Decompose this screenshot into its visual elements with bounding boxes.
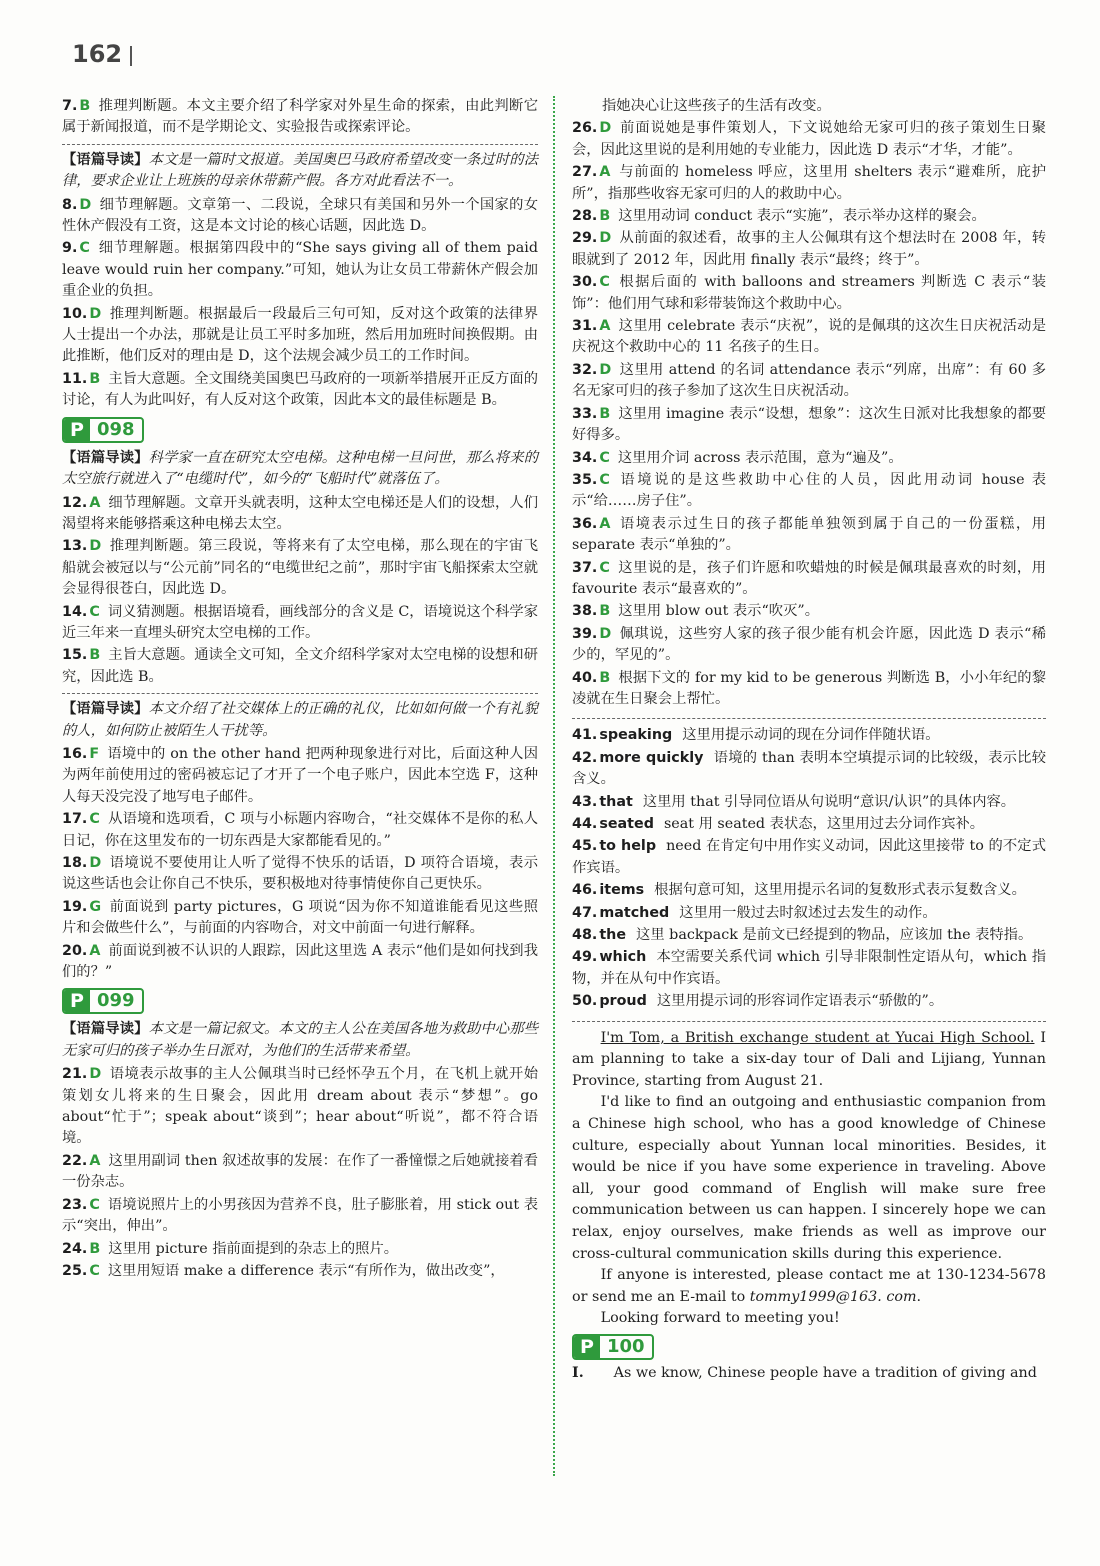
- answer-item-11: 11. B 主旨大意题。全文围绕美国奥巴马政府的一项新举措展开正反方面的讨论，有人为此叫好，有人反对这个政策，因此本文的最佳标题是 B。: [62, 370, 538, 409]
- section-I-start: I. As we know, Chinese people have a tradition of giving and: [572, 1364, 1037, 1381]
- answer-item-16: 16. F 语境中的 on the other hand 把两种现象进行对比，后面这种人因为两年前使用过的密码被忘记了才开了一个电子账户，因此本空选 F，这种人每天没完没了地写电子邮件。: [62, 745, 538, 805]
- answer-item-7: 7. B 推理判断题。本文主要介绍了科学家对外星生命的探索，由此判断它属于新闻报道，而不是学期论文、实验报告或探索评论。: [62, 98, 538, 136]
- answer-item-13: 13. D 推理判断题。第三段说，等将来有了太空电梯，那么现在的宇宙飞船就会被冠以与“公元前”同名的“电缆世纪之前”，那时宇宙飞船探索太空就会显得很苍白，因此选 D。: [62, 538, 538, 598]
- answer-item-39: 39. D 佩琪说，这些穷人家的孩子很少能有机会许愿，因此选 D 表示“稀少的，罕见的”。: [572, 625, 1046, 664]
- reading-guide: 【语篇导读】本文是一篇时文报道。美国奥巴马政府希望改变一条过时的法律，要求企业让上班族的母亲休带薪产假。各方对此看法不一。: [62, 144, 538, 193]
- model-essay: [572, 1028, 1046, 1330]
- answer-item-38: 38. B 这里用 blow out 表示“吹灭”。: [572, 603, 819, 620]
- answer-item-19: 19. G 前面说到 party pictures，G 项说“因为你不知道谁能看见这些照片和会做些什么”，与前面的内容吻合，对文中前面一句进行解释。: [62, 898, 538, 937]
- reading-guide: 【语篇导读】本文介绍了社交媒体上的正确的礼仪，比如如何做一个有礼貌的人，如何防止被陌生人干扰等。: [62, 693, 538, 742]
- answer-item-31: 31. A 这里用 celebrate 表示“庆祝”，说的是佩琪的这次生日庆祝活动是庆祝这个救助中心的 11 名孩子的生日。: [572, 318, 1046, 356]
- answer-item-14: 14. C 词义猜测题。根据语境看，画线部分的含义是 C，语境说这个科学家近三年来一直埋头研究太空电梯的工作。: [62, 603, 538, 641]
- page-badge-100: P 100: [572, 1334, 654, 1360]
- answer-item-37: 37. C 这里说的是，孩子们许愿和吹蜡烛的时候是佩琪最喜欢的时刻，用 favourite 表示“最喜欢的”。: [572, 559, 1046, 597]
- answer-item-9: 9. C 细节理解题。根据第四段中的“She says giving all of them paid leave would ruin her company.”可知，她认为让女员工带薪休产假会加重企业的负担。: [62, 240, 538, 300]
- section-divider: [572, 718, 1046, 719]
- answer-item-49: 49. which 本空需要关系代词 which 引导非限制性定语从句，which 指物，并在从句中作宾语。: [572, 949, 1046, 987]
- email-address: tommy1999@163. com: [749, 1288, 917, 1305]
- answer-item-12: 12. A 细节理解题。文章开头就表明，这种太空电梯还是人们的设想，人们渴望将来能够搭乘这种电梯去太空。: [62, 494, 538, 532]
- answer-item-41: 41. speaking 这里用提示动词的现在分词作伴随状语。: [572, 727, 940, 744]
- column-divider: [553, 96, 555, 1476]
- essay-paragraph: If anyone is interested, please contact me at 130-1234-5678 or send me an E-mail to tommy1999@163. com.: [572, 1267, 1046, 1305]
- page-badge-099: P 099: [62, 988, 144, 1014]
- left-column: [62, 96, 538, 1283]
- answer-item-45: 45. to help need 在肯定句中用作实义动词，因此这里接带 to 的不定式作宾语。: [572, 838, 1046, 876]
- right-column: [572, 96, 1046, 1384]
- answer-item-46: 46. items 根据句意可知，这里用提示名词的复数形式表示复数含义。: [572, 882, 1026, 899]
- essay-paragraph: I'd like to find an outgoing and enthusiastic companion from a Chinese high school, who has a good knowledge of Chinese culture, especially about Yunnan local minorities. Besides, it would be nice if you have some experience in traveling. Above all, your good command of English will make sure free communication between us can happen. I sincerely hope we can relax, enjoy ourselves, make friends as well as improve our cross-cultural communication skills during this experience.: [572, 1094, 1046, 1262]
- answer-item-36: 36. A 语境表示过生日的孩子都能单独领到属于自己的一份蛋糕，用 separate 表示“单独的”。: [572, 515, 1046, 554]
- answer-item-34: 34. C 这里用介词 across 表示范围，意为“遍及”。: [572, 449, 903, 466]
- section-divider: [572, 1021, 1046, 1022]
- answer-item-22: 22. A 这里用副词 then 叙述故事的发展：在作了一番憧憬之后她就接着看一份杂志。: [62, 1152, 538, 1191]
- answer-item-23: 23. C 语境说照片上的小男孩因为营养不良，肚子膨胀着，用 stick out 表示“突出，伸出”。: [62, 1196, 538, 1235]
- answer-item-48: 48. the 这里 backpack 是前文已经提到的物品，应该加 the 表特指。: [572, 927, 1033, 944]
- answer-item-20: 20. A 前面说到被不认识的人跟踪，因此这里选 A 表示“他们是如何找到我们的？”: [62, 942, 538, 981]
- essay-paragraph: I'm Tom, a British exchange student at Yucai High School. I am planning to take a six-day tour of Dali and Lijiang, Yunnan Province, starting from August 21.: [572, 1029, 1046, 1089]
- answer-item-29: 29. D 从前面的叙述看，故事的主人公佩琪有这个想法时在 2008 年，转眼就到了 2012 年，因此用 finally 表示“最终；终于”。: [572, 230, 1046, 268]
- answer-item-30: 30. C 根据后面的 with balloons and streamers 判断选 C 表示“装饰”：他们用气球和彩带装饰这个救助中心。: [572, 274, 1046, 312]
- answer-item-8: 8. D 细节理解题。文章第一、二段说，全球只有美国和另外一个国家的女性休产假没有工资，这是本文讨论的核心话题，因此选 D。: [62, 196, 538, 235]
- answer-item-10: 10. D 推理判断题。根据最后一段最后三句可知，反对这个政策的法律界人士提出一个办法，那就是让员工平时多加班，然后用加班时间换假期。由此推断，他们反对的理由是 D，这个法规会减少员工的工作时间。: [62, 305, 538, 365]
- answer-item-44: 44. seated seat 用 seated 表状态，这里用过去分词作宾补。: [572, 816, 985, 832]
- answer-item-17: 17. C 从语境和选项看，C 项与小标题内容吻合，“社交媒体不是你的私人日记，你在这里发布的一切东西是大家都能看见的。”: [62, 811, 538, 849]
- reading-guide: 【语篇导读】科学家一直在研究太空电梯。这种电梯一旦问世，那么将来的太空旅行就进入了“电缆时代”，如今的“飞船时代”就落伍了。: [62, 449, 539, 488]
- answer-item-26: 26. D 前面说她是事件策划人，下文说她给无家可归的孩子策划生日聚会，因此这里说的是利用她的专业能力，因此选 D 表示“才华，才能”。: [572, 120, 1046, 158]
- answer-item-42: 42. more quickly 语境的 than 表明本空填提示词的比较级，表示比较含义。: [572, 749, 1046, 788]
- page-number-divider: [130, 46, 132, 66]
- answer-item-50: 50. proud 这里用提示词的形容词作定语表示“骄傲的”。: [572, 993, 944, 1010]
- answer-item-24: 24. B 这里用 picture 指前面提到的杂志上的照片。: [62, 1240, 399, 1257]
- answer-item-25-continued: 指她决心让这些孩子的生活有改变。: [602, 98, 831, 114]
- answer-item-25: 25. C 这里用短语 make a difference 表示“有所作为，做出改变”，: [62, 1262, 505, 1279]
- answer-item-33: 33. B 这里用 imagine 表示“设想，想象”：这次生日派对比我想象的都要好得多。: [572, 405, 1046, 444]
- answer-item-21: 21. D 语境表示故事的主人公佩琪当时已经怀孕五个月，在飞机上就开始策划女儿将来的生日聚会，因此用 dream about 表示“梦想”。go about“忙于”；speak about“谈到”；hear about“听说”，都不符合语境。: [62, 1066, 538, 1147]
- answer-item-43: 43. that 这里用 that 引导同位语从句说明“意识/认识”的具体内容。: [572, 793, 1016, 810]
- page-badge-098: P 098: [62, 417, 144, 443]
- essay-paragraph: Looking forward to meeting you!: [600, 1310, 840, 1327]
- answer-item-27: 27. A 与前面的 homeless 呼应，这里用 shelters 表示“避难所，庇护所”，指那些收容无家可归的人的救助中心。: [572, 164, 1046, 202]
- answer-item-47: 47. matched 这里用一般过去时叙述过去发生的动作。: [572, 904, 937, 921]
- answer-item-35: 35. C 语境说的是这些救助中心住的人员，因此用动词 house 表示“给……房子住”。: [572, 471, 1046, 510]
- page-number: 162: [72, 40, 123, 68]
- answer-item-18: 18. D 语境说不要使用让人听了觉得不快乐的话语，D 项符合语境，表示说这些话也会让你自己不快乐，要积极地对待事情使你自己更快乐。: [62, 855, 538, 893]
- answer-item-15: 15. B 主旨大意题。通读全文可知，全文介绍科学家对太空电梯的设想和研究，因此选 B。: [62, 647, 538, 685]
- answer-item-28: 28. B 这里用动词 conduct 表示“实施”，表示举办这样的聚会。: [572, 208, 986, 225]
- answer-item-32: 32. D 这里用 attend 的名词 attendance 表示“列席，出席”：有 60 多名无家可归的孩子参加了这次生日庆祝活动。: [572, 361, 1046, 400]
- reading-guide: 【语篇导读】本文是一篇记叙文。本文的主人公在美国各地为救助中心那些无家可归的孩子举办生日派对，为他们的生活带来希望。: [62, 1021, 539, 1059]
- answer-item-40: 40. B 根据下文的 for my kid to be generous 判断选 B，小小年纪的黎凌就在生日聚会上帮忙。: [572, 669, 1046, 707]
